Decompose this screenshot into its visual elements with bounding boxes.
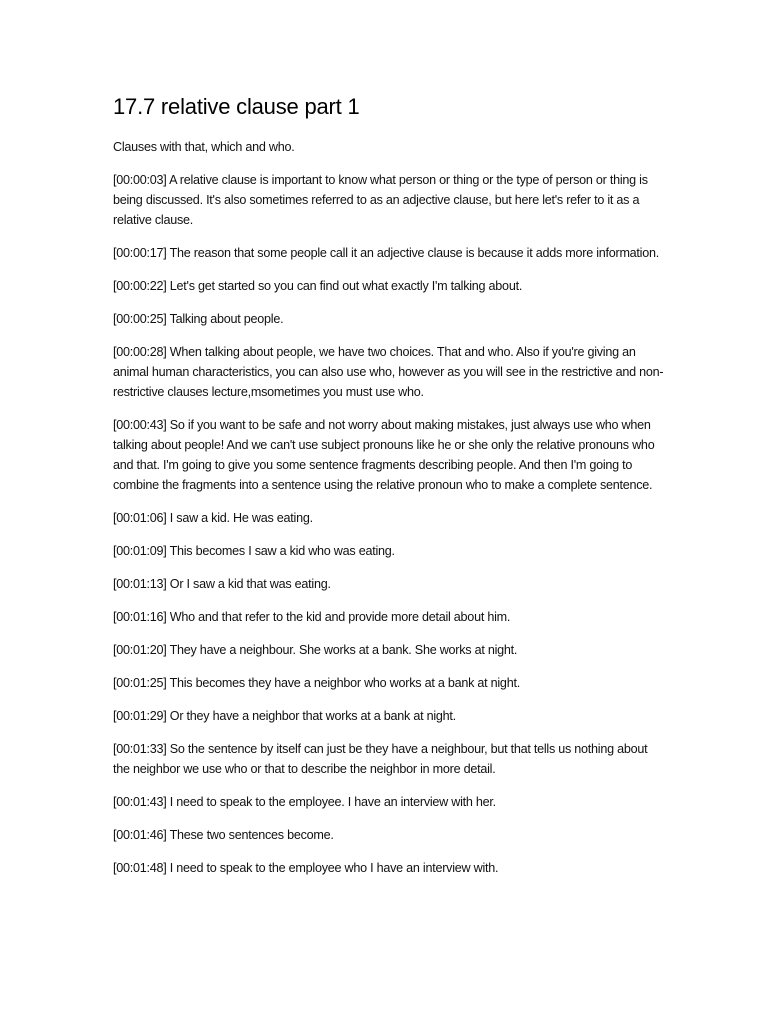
document-body [113, 137, 665, 891]
paragraph-text: I need to speak to the employee. I have an interview with her. [169, 795, 496, 809]
transcript-paragraph [113, 607, 665, 627]
timestamp: [00:00:17] [113, 246, 167, 260]
timestamp: [00:01:09] [113, 544, 167, 558]
paragraph-text: I need to speak to the employee who I have an interview with. [169, 861, 499, 875]
timestamp: [00:01:20] [113, 643, 167, 657]
transcript-paragraph [113, 415, 665, 495]
paragraph-text: Talking about people. [169, 312, 284, 326]
transcript-paragraph [113, 792, 665, 812]
paragraph-text: These two sentences become. [169, 828, 334, 842]
paragraph-text: So if you want to be safe and not worry about making mistakes, just always use who when talking about people! And we can't use subject pronouns like he or she only the relative pronouns who and that. I'm going to give you some sentence fragments describing people. And then I'm going to combine the fragments into a sentence using the relative pronoun who to make a complete sentence. [113, 418, 655, 492]
timestamp: [00:01:16] [113, 610, 167, 624]
paragraph-text: The reason that some people call it an adjective clause is because it adds more information. [169, 246, 659, 260]
transcript-paragraph [113, 342, 665, 402]
paragraph-text: So the sentence by itself can just be they have a neighbour, but that tells us nothing about the neighbor we use who or that to describe the neighbor in more detail. [113, 742, 648, 776]
paragraph-text: When talking about people, we have two choices. That and who. Also if you're giving an animal human characteristics, you can also use who, however as you will see in the restrictive and non-restrictive clauses lecture,msometimes you must use who. [113, 345, 664, 399]
timestamp: [00:01:43] [113, 795, 167, 809]
transcript-paragraph [113, 508, 665, 528]
paragraph-text: This becomes they have a neighbor who works at a bank at night. [169, 676, 520, 690]
transcript-paragraph [113, 276, 665, 296]
paragraph-text: They have a neighbour. She works at a bank. She works at night. [169, 643, 518, 657]
transcript-paragraph [113, 640, 665, 660]
timestamp: [00:00:25] [113, 312, 167, 326]
transcript-paragraph [113, 309, 665, 329]
timestamp: [00:01:29] [113, 709, 167, 723]
timestamp: [00:01:13] [113, 577, 167, 591]
transcript-paragraph [113, 858, 665, 878]
paragraph-text: Who and that refer to the kid and provide more detail about him. [169, 610, 511, 624]
transcript-paragraph [113, 673, 665, 693]
paragraph-text: I saw a kid. He was eating. [169, 511, 313, 525]
timestamp: [00:01:46] [113, 828, 167, 842]
timestamp: [00:01:06] [113, 511, 167, 525]
document-title: 17.7 relative clause part 1 [113, 94, 360, 119]
transcript-paragraph [113, 739, 665, 779]
timestamp: [00:00:22] [113, 279, 167, 293]
timestamp: [00:00:03] [113, 173, 167, 187]
transcript-paragraph [113, 574, 665, 594]
timestamp: [00:00:43] [113, 418, 167, 432]
paragraph-text: A relative clause is important to know what person or thing or the type of person or thing is being discussed. It's also sometimes referred to as an adjective clause, but here let's refer to it as a relative clause. [113, 173, 648, 227]
intro-paragraph: Clauses with that, which and who. [113, 140, 295, 154]
transcript-paragraph [113, 243, 665, 263]
transcript-paragraph [113, 541, 665, 561]
paragraph-text: Or I saw a kid that was eating. [169, 577, 331, 591]
paragraph-text: Or they have a neighbor that works at a bank at night. [169, 709, 456, 723]
paragraph-text: This becomes I saw a kid who was eating. [169, 544, 395, 558]
transcript-paragraph [113, 706, 665, 726]
transcript-paragraph [113, 825, 665, 845]
transcript-paragraph [113, 170, 665, 230]
timestamp: [00:01:25] [113, 676, 167, 690]
timestamp: [00:01:33] [113, 742, 167, 756]
timestamp: [00:01:48] [113, 861, 167, 875]
timestamp: [00:00:28] [113, 345, 167, 359]
paragraph-text: Let's get started so you can find out what exactly I'm talking about. [169, 279, 523, 293]
